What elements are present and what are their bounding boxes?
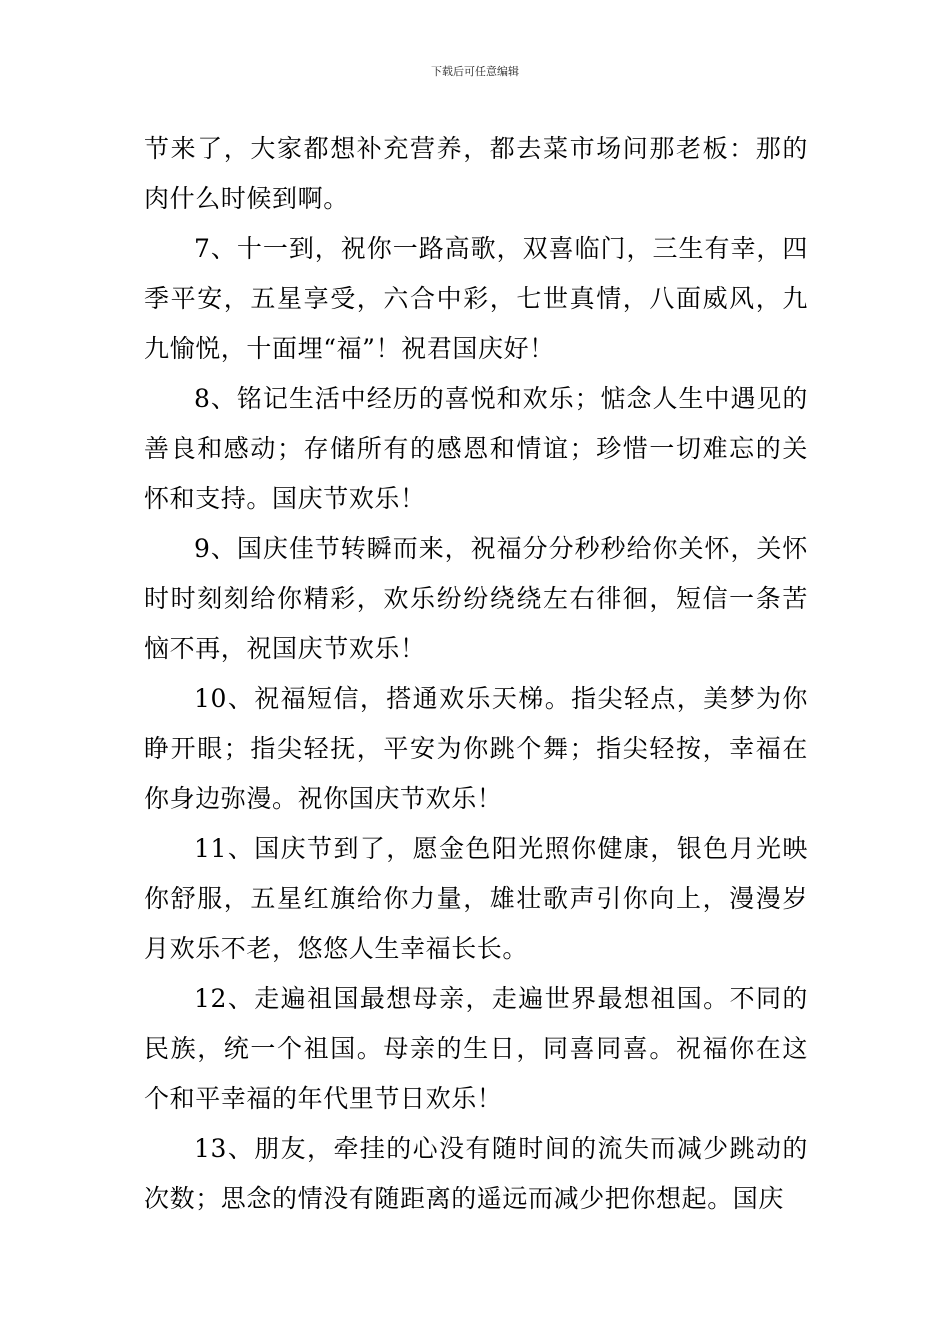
page-header: 下载后可任意编辑 bbox=[431, 65, 519, 78]
paragraph-item-11: 11、国庆节到了，愿金色阳光照你健康，银色月光映你舒服，五星红旗给你力量，雄壮歌声引你向上，漫漫岁月欢乐不老，悠悠人生幸福长长。 bbox=[144, 834, 808, 963]
paragraph-item-12: 12、走遍祖国最想母亲，走遍世界最想祖国。不同的民族，统一个祖国。母亲的生日，同喜同喜。祝福你在这个和平幸福的年代里节日欢乐！ bbox=[144, 984, 808, 1113]
document-body bbox=[144, 124, 808, 1224]
paragraph-continuation: 节来了，大家都想补充营养，都去菜市场问那老板：那的肉什么时候到啊。 bbox=[144, 134, 808, 213]
paragraph-item-9: 9、国庆佳节转瞬而来，祝福分分秒秒给你关怀，关怀时时刻刻给你精彩，欢乐纷纷绕绕左右徘徊，短信一条苦恼不再，祝国庆节欢乐！ bbox=[144, 534, 808, 663]
paragraph-item-7: 7、十一到，祝你一路高歌，双喜临门，三生有幸，四季平安，五星享受，六合中彩，七世真情，八面威风，九九愉悦，十面埋“福”！祝君国庆好！ bbox=[144, 234, 808, 363]
paragraph-item-13: 13、朋友，牵挂的心没有随时间的流失而减少跳动的次数；思念的情没有随距离的遥远而减少把你想起。国庆 bbox=[144, 1134, 808, 1213]
paragraph-item-8: 8、铭记生活中经历的喜悦和欢乐；惦念人生中遇见的善良和感动；存储所有的感恩和情谊；珍惜一切难忘的关怀和支持。国庆节欢乐！ bbox=[144, 384, 808, 513]
paragraph-item-10: 10、祝福短信，搭通欢乐天梯。指尖轻点，美梦为你睁开眼；指尖轻抚，平安为你跳个舞；指尖轻按，幸福在你身边弥漫。祝你国庆节欢乐！ bbox=[144, 684, 808, 813]
